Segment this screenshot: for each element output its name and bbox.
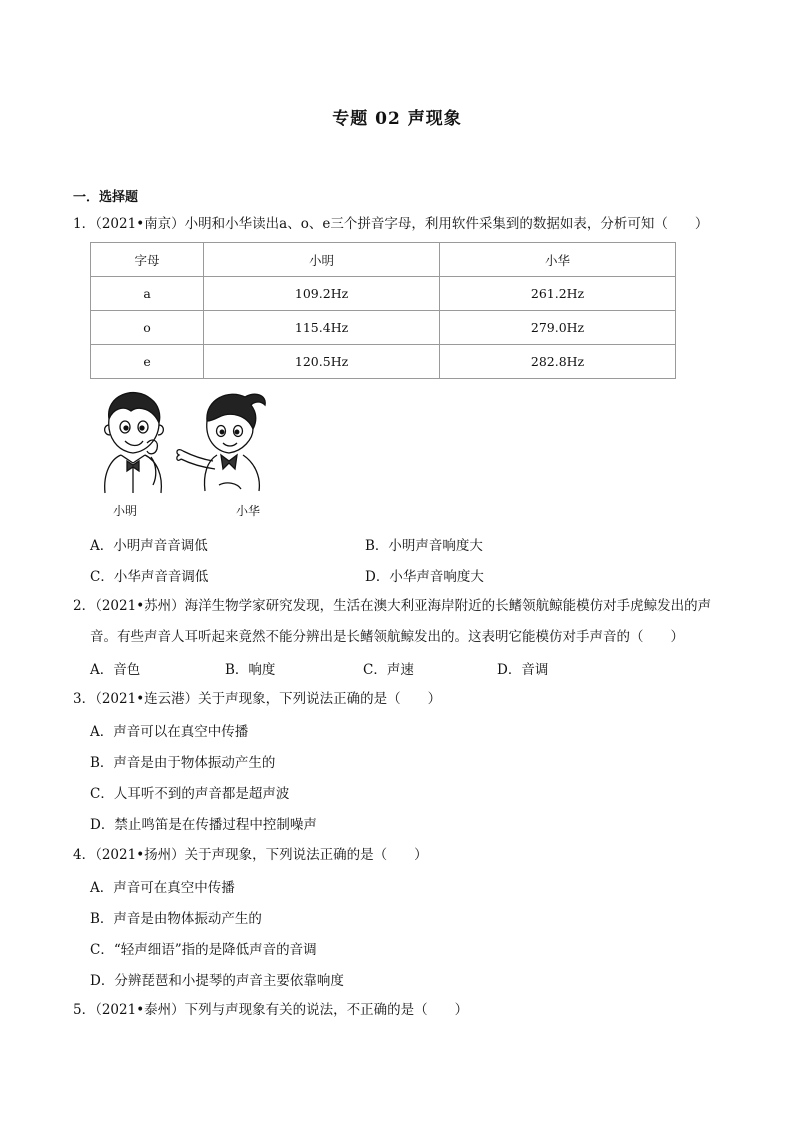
table-cell: 109.2Hz <box>204 277 440 311</box>
q4-option-b: B．声音是由物体振动产生的 <box>90 911 262 927</box>
q1-option-d: D．小华声音响度大 <box>365 569 484 585</box>
caption-xiaoming: 小明 <box>113 504 138 518</box>
caption-xiaohua: 小华 <box>236 504 261 518</box>
table-cell: a <box>91 277 204 311</box>
q3-option-b: B．声音是由于物体振动产生的 <box>90 755 276 771</box>
table-cell: 279.0Hz <box>440 311 676 345</box>
section-heading: 一．选择题 <box>73 190 139 205</box>
question-1-stem: 1．（2021•南京）小明和小华读出a、o、e三个拼音字母，利用软件采集到的数据如表，分析可知（ ） <box>73 216 709 232</box>
question-2-stem-line2: 音。有些声音人耳听起来竟然不能分辨出是长鳍领航鲸发出的。这表明它能模仿对手声音的（ ） <box>90 629 684 645</box>
table-cell: o <box>91 311 204 345</box>
q4-option-c: C．“轻声细语”指的是降低声音的音调 <box>90 942 317 958</box>
table-row <box>91 311 676 345</box>
table-cell: 282.8Hz <box>440 345 676 379</box>
table-cell: 115.4Hz <box>204 311 440 345</box>
q4-option-a: A．声音可在真空中传播 <box>90 880 235 896</box>
page-title: 专题 02 声现象 <box>332 109 462 129</box>
table-cell: 261.2Hz <box>440 277 676 311</box>
question-2-stem-line1: 2．（2021•苏州）海洋生物学家研究发现，生活在澳大利亚海岸附近的长鳍领航鲸能模仿对手虎鲸发出的声 <box>73 598 712 614</box>
q4-option-d: D．分辨琵琶和小提琴的声音主要依靠响度 <box>90 973 344 989</box>
q3-option-a: A．声音可以在真空中传播 <box>90 724 249 740</box>
q2-option-a: A．音色 <box>90 662 141 678</box>
q1-option-a: A．小明声音音调低 <box>90 538 208 554</box>
boy-figure <box>105 393 164 493</box>
q1-option-b: B．小明声音响度大 <box>365 538 483 554</box>
table-header-row <box>91 243 676 277</box>
table-row <box>91 345 676 379</box>
girl-figure <box>177 394 265 491</box>
table-row <box>91 277 676 311</box>
q2-option-d: D．音调 <box>497 662 549 678</box>
q2-option-b: B．响度 <box>225 662 276 678</box>
table-header-cell: 小华 <box>440 243 676 277</box>
question-5-stem: 5．（2021•泰州）下列与声现象有关的说法，不正确的是（ ） <box>73 1002 469 1018</box>
table-header-cell: 小明 <box>204 243 440 277</box>
q3-option-d: D．禁止鸣笛是在传播过程中控制噪声 <box>90 817 317 833</box>
q1-option-c: C．小华声音音调低 <box>90 569 209 585</box>
children-illustration <box>95 385 285 495</box>
q3-option-c: C．人耳听不到的声音都是超声波 <box>90 786 290 802</box>
question-3-stem: 3．（2021•连云港）关于声现象，下列说法正确的是（ ） <box>73 691 442 707</box>
q2-option-c: C．声速 <box>363 662 414 678</box>
table-cell: e <box>91 345 204 379</box>
table-header-cell: 字母 <box>91 243 204 277</box>
question-4-stem: 4．（2021•扬州）关于声现象，下列说法正确的是（ ） <box>73 847 428 863</box>
table-cell: 120.5Hz <box>204 345 440 379</box>
frequency-table <box>90 242 676 379</box>
